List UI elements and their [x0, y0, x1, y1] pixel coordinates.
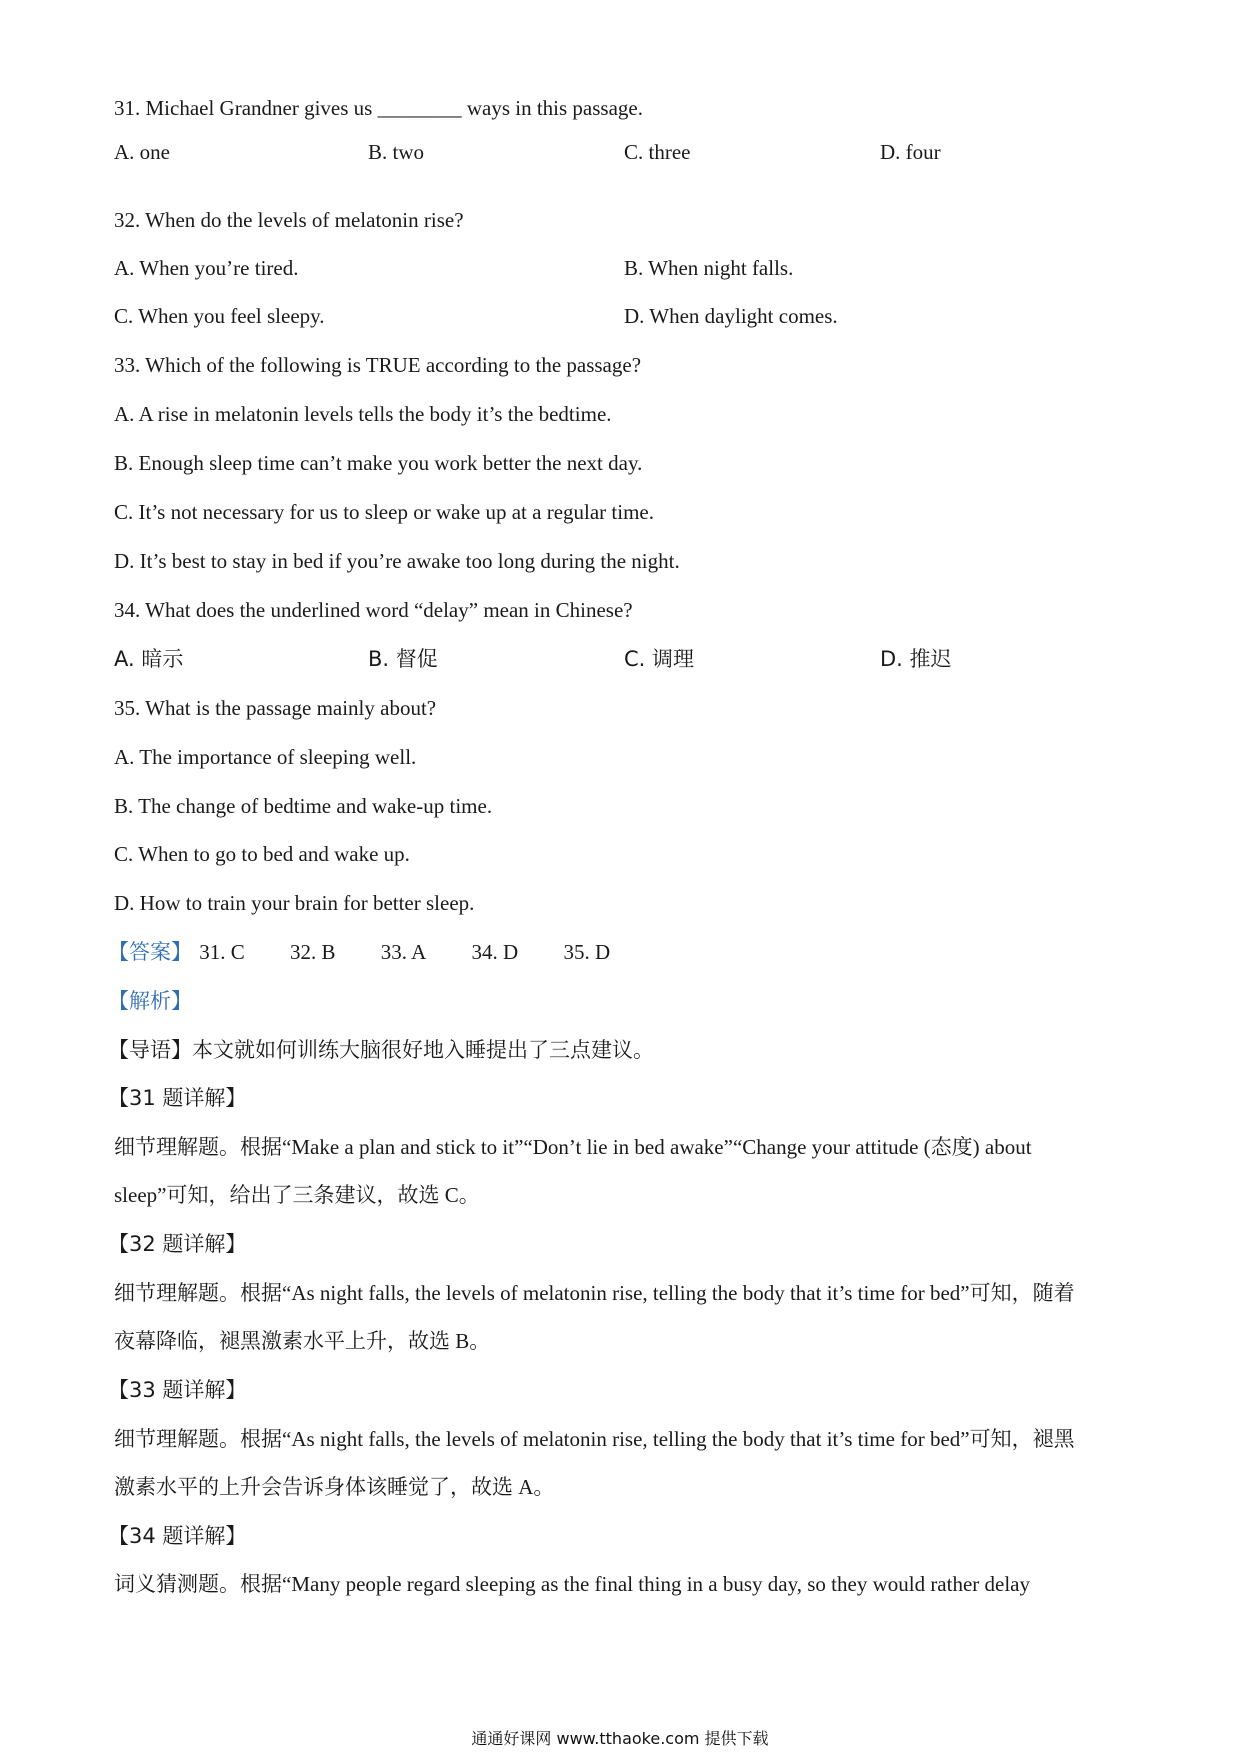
q33-option-c: C. It’s not necessary for us to sleep or wake up at a regular time. [114, 500, 655, 524]
q32-option-a: A. When you’re tired. [114, 256, 299, 280]
answer-label: 【答案】 [108, 940, 192, 964]
q34-option-b: B. 督促 [368, 647, 438, 671]
q32-option-b: B. When night falls. [624, 256, 794, 280]
q32-option-c: C. When you feel sleepy. [114, 304, 325, 328]
analysis-label: 【解析】 [108, 989, 192, 1013]
answer-item: 35. D [563, 940, 611, 964]
q31-option-c: C. three [624, 140, 691, 164]
detail-31-line-1: 细节理解题。根据“Make a plan and stick to it”“Don’t lie in bed awake”“Change your attitude (态度) about [114, 1135, 1032, 1159]
question-33-stem: 33. Which of the following is TRUE according to the passage? [114, 353, 642, 377]
detail-32-line-1: 细节理解题。根据“As night falls, the levels of melatonin rise, telling the body that it’s time for bed”可知，随着 [114, 1281, 1075, 1305]
question-35-stem: 35. What is the passage mainly about? [114, 696, 437, 720]
detail-31-title: 【31 题详解】 [108, 1086, 247, 1110]
question-34-stem: 34. What does the underlined word “delay” mean in Chinese? [114, 598, 633, 622]
q33-option-a: A. A rise in melatonin levels tells the body it’s the bedtime. [114, 402, 612, 426]
detail-32-line-2: 夜幕降临，褪黑激素水平上升，故选 B。 [114, 1329, 491, 1353]
q33-option-d: D. It’s best to stay in bed if you’re awake too long during the night. [114, 549, 680, 573]
page-footer: 通通好课网 www.tthaoke.com 提供下载 [471, 1729, 769, 1748]
q35-option-b: B. The change of bedtime and wake-up time. [114, 794, 493, 818]
q31-option-a: A. one [114, 140, 170, 164]
detail-32-title: 【32 题详解】 [108, 1232, 247, 1256]
q35-option-a: A. The importance of sleeping well. [114, 745, 417, 769]
detail-33-title: 【33 题详解】 [108, 1378, 247, 1402]
detail-34-title: 【34 题详解】 [108, 1524, 247, 1548]
q34-option-c: C. 调理 [624, 647, 695, 671]
q35-option-c: C. When to go to bed and wake up. [114, 842, 410, 866]
answer-line [108, 938, 610, 966]
question-32-stem: 32. When do the levels of melatonin rise? [114, 208, 464, 232]
answer-item: 31. C [199, 940, 245, 964]
answer-item: 34. D [471, 940, 519, 964]
q32-option-d: D. When daylight comes. [624, 304, 838, 328]
q35-option-d: D. How to train your brain for better sleep. [114, 891, 475, 915]
detail-34-line-1: 词义猜测题。根据“Many people regard sleeping as the final thing in a busy day, so they would rather delay [114, 1572, 1031, 1596]
answer-item: 33. A [380, 940, 427, 964]
q33-option-b: B. Enough sleep time can’t make you work better the next day. [114, 451, 643, 475]
q34-option-d: D. 推迟 [880, 647, 952, 671]
q34-option-a: A. 暗示 [114, 647, 184, 671]
detail-33-line-2: 激素水平的上升会告诉身体该睡觉了，故选 A。 [114, 1475, 555, 1499]
q31-option-b: B. two [368, 140, 425, 164]
answer-item: 32. B [290, 940, 336, 964]
question-31-stem: 31. Michael Grandner gives us ________ ways in this passage. [114, 96, 643, 120]
q31-option-d: D. four [880, 140, 941, 164]
detail-31-line-2: sleep”可知，给出了三条建议，故选 C。 [114, 1183, 480, 1207]
intro-text: 【导语】本文就如何训练大脑很好地入睡提出了三点建议。 [108, 1038, 654, 1062]
detail-33-line-1: 细节理解题。根据“As night falls, the levels of melatonin rise, telling the body that it’s time for bed”可知，褪黑 [114, 1427, 1075, 1451]
